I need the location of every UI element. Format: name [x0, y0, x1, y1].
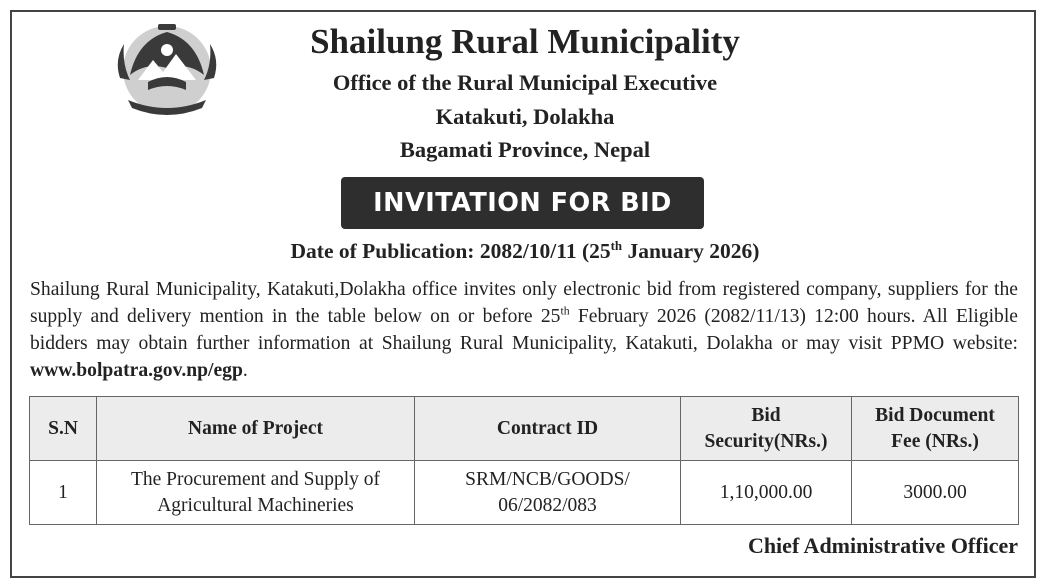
cell-sn: 1: [30, 461, 97, 525]
header-document-fee: Bid Document Fee (NRs.): [852, 397, 1019, 461]
header-sn: S.N: [30, 397, 97, 461]
office-name: Office of the Rural Municipal Executive: [332, 70, 718, 95]
bid-table-header-row: [30, 397, 1019, 461]
org-name: Shailung Rural Municipality: [310, 22, 740, 61]
notice-title: INVITATION FOR BID: [373, 188, 672, 218]
cell-project: The Procurement and Supply of Agricultural Machineries: [97, 461, 415, 525]
table-row: [30, 461, 1019, 525]
bid-table: [29, 396, 1019, 525]
office-location: Katakuti, Dolakha: [435, 104, 615, 129]
ppmo-website-link[interactable]: www.bolpatra.gov.np/egp: [30, 360, 243, 381]
cell-document-fee: 3000.00: [852, 461, 1019, 525]
header-contract-id: Contract ID: [415, 397, 681, 461]
signatory-title: Chief Administrative Officer: [747, 533, 1018, 558]
notice-title-banner: [341, 177, 704, 229]
cell-bid-security: 1,10,000.00: [681, 461, 852, 525]
header-bid-security: Bid Security(NRs.): [681, 397, 852, 461]
notice-body: Shailung Rural Municipality, Katakuti,Dolakha office invites only electronic bid from registered company, suppliers for the supply and delivery mention in the table below on or before 25th February 2026 (2082/11/13) 12:00 hours. All Eligible bidders may obtain further information at Shailung Rural Municipality, Katakuti, Dolakha or may visit PPMO website: www.bolpatra.gov.np/egp.: [30, 279, 1018, 381]
publication-date: Date of Publication: 2082/10/11 (25th January 2026): [290, 238, 760, 263]
office-province: Bagamati Province, Nepal: [399, 137, 651, 162]
header-project: Name of Project: [97, 397, 415, 461]
cell-contract-id: SRM/NCB/GOODS/ 06/2082/083: [415, 461, 681, 525]
